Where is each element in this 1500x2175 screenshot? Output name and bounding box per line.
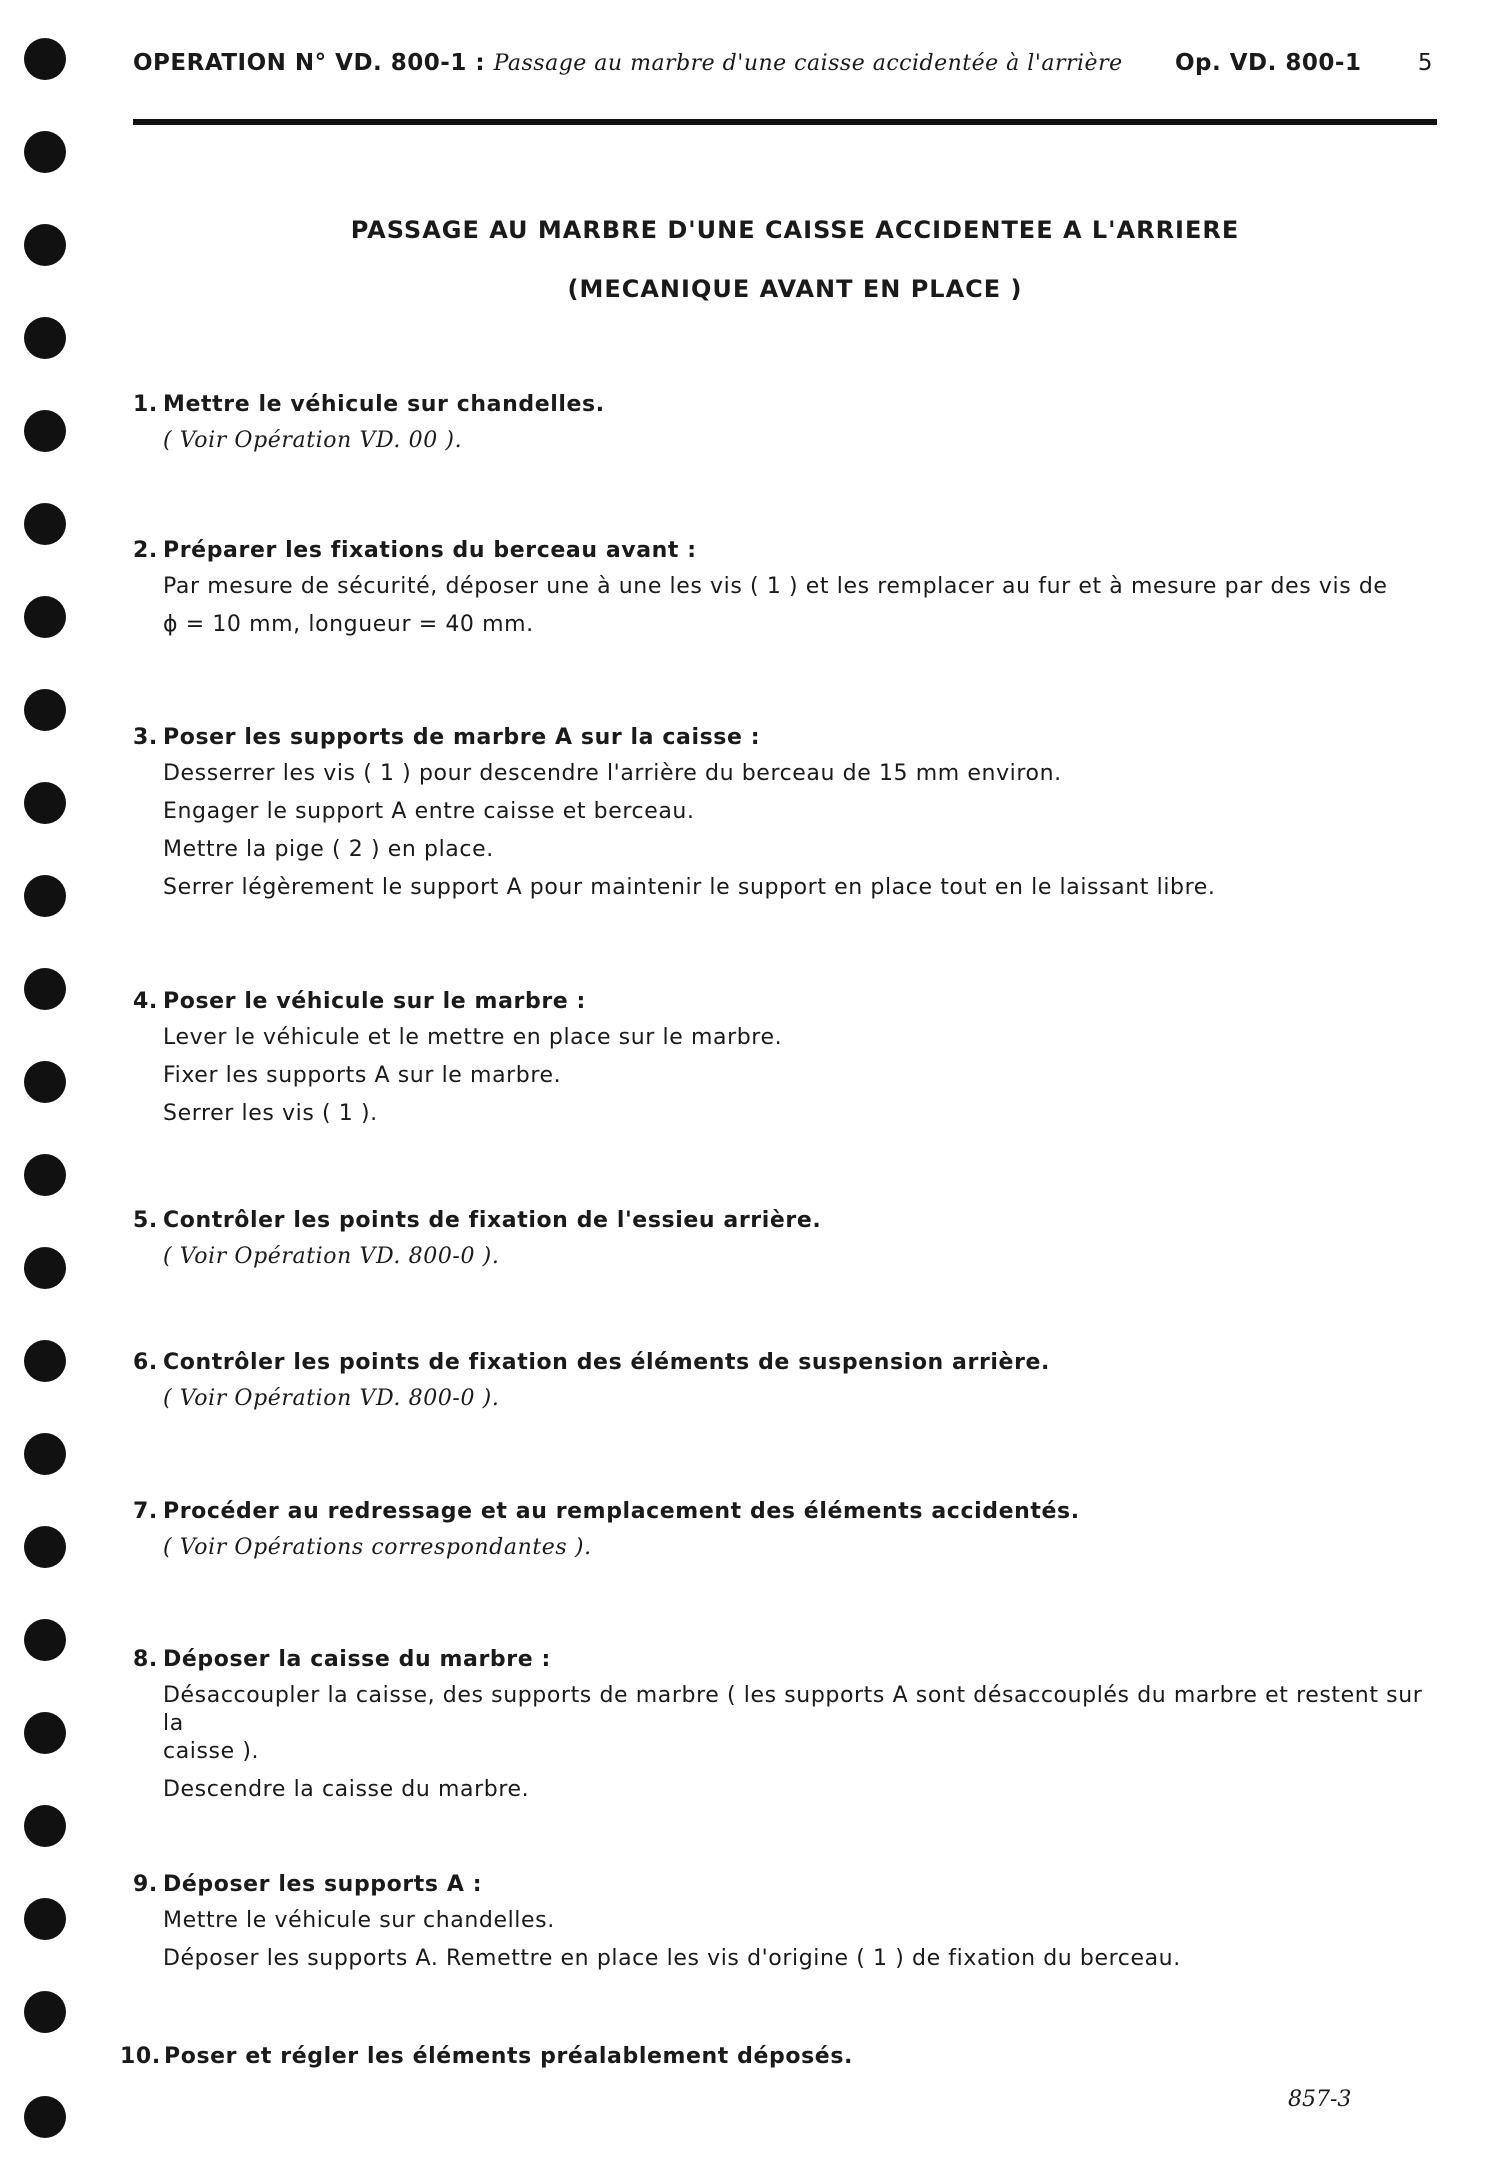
step-reference: ( Voir Opération VD. 00 ). <box>163 428 463 453</box>
step-3 <box>133 725 1433 902</box>
page-subtitle: (MECANIQUE AVANT EN PLACE ) <box>567 275 1023 303</box>
operation-number: OPERATION N° VD. 800-1 : <box>133 50 486 76</box>
binder-hole <box>24 1898 66 1940</box>
step-heading: Mettre le véhicule sur chandelles. <box>163 392 605 417</box>
footer-code: 857-3 <box>1288 2087 1352 2112</box>
step-number: 7. <box>133 1499 158 1524</box>
binder-holes <box>24 0 68 2175</box>
binder-hole <box>24 2096 66 2138</box>
binder-hole <box>24 782 66 824</box>
step-8 <box>133 1647 1433 1804</box>
step-4 <box>133 989 1433 1128</box>
step-number: 3. <box>133 725 158 750</box>
binder-hole <box>24 1061 66 1103</box>
binder-hole <box>24 689 66 731</box>
step-number: 4. <box>133 989 158 1014</box>
step-line: Serrer légèrement le support A pour maintenir le support en place tout en le laissant libre. <box>163 875 1216 900</box>
binder-hole <box>24 1805 66 1847</box>
step-line: Mettre le véhicule sur chandelles. <box>163 1908 555 1933</box>
binder-hole <box>24 131 66 173</box>
step-number: 2. <box>133 538 158 563</box>
binder-hole <box>24 1619 66 1661</box>
step-reference: ( Voir Opérations correspondantes ). <box>163 1535 592 1560</box>
step-line: Fixer les supports A sur le marbre. <box>163 1063 562 1088</box>
binder-hole <box>24 596 66 638</box>
step-heading: Déposer les supports A : <box>163 1872 483 1897</box>
step-reference: ( Voir Opération VD. 800-0 ). <box>163 1244 500 1269</box>
binder-hole <box>24 1433 66 1475</box>
step-10 <box>120 2044 1420 2069</box>
step-number: 9. <box>133 1872 158 1897</box>
operation-subtitle: Passage au marbre d'une caisse accidentée à l'arrière <box>493 51 1123 76</box>
step-heading: Contrôler les points de fixation de l'essieu arrière. <box>163 1208 822 1233</box>
binder-hole <box>24 1526 66 1568</box>
binder-hole <box>24 503 66 545</box>
step-heading: Poser et régler les éléments préalablement déposés. <box>164 2044 853 2069</box>
binder-hole <box>24 317 66 359</box>
step-heading: Poser le véhicule sur le marbre : <box>163 989 586 1014</box>
step-line: ϕ = 10 mm, longueur = 40 mm. <box>163 612 534 637</box>
binder-hole <box>24 875 66 917</box>
step-heading: Procéder au redressage et au remplacement des éléments accidentés. <box>163 1499 1080 1524</box>
step-line: Desserrer les vis ( 1 ) pour descendre l'arrière du berceau de 15 mm environ. <box>163 761 1062 786</box>
binder-hole <box>24 1154 66 1196</box>
page-header <box>133 46 1443 86</box>
step-heading: Contrôler les points de fixation des éléments de suspension arrière. <box>163 1350 1050 1375</box>
step-heading: Déposer la caisse du marbre : <box>163 1647 551 1672</box>
step-number: 6. <box>133 1350 158 1375</box>
binder-hole <box>24 1991 66 2033</box>
step-line: Descendre la caisse du marbre. <box>163 1777 530 1802</box>
step-line: Mettre la pige ( 2 ) en place. <box>163 837 494 862</box>
step-line: caisse ). <box>163 1739 260 1764</box>
binder-hole <box>24 968 66 1010</box>
header-rule <box>133 119 1437 125</box>
operation-title <box>133 50 1123 76</box>
step-1 <box>133 392 1433 455</box>
step-9 <box>133 1872 1433 1973</box>
step-line: Lever le véhicule et le mettre en place sur le marbre. <box>163 1025 783 1050</box>
step-line: Serrer les vis ( 1 ). <box>163 1101 378 1126</box>
binder-hole <box>24 1247 66 1289</box>
step-2 <box>133 538 1433 639</box>
step-heading: Préparer les fixations du berceau avant : <box>163 538 697 563</box>
step-line: Engager le support A entre caisse et berceau. <box>163 799 695 824</box>
step-number: 5. <box>133 1208 158 1233</box>
binder-hole <box>24 1712 66 1754</box>
page-title: PASSAGE AU MARBRE D'UNE CAISSE ACCIDENTEE A L'ARRIERE <box>350 216 1240 244</box>
step-line: Par mesure de sécurité, déposer une à une les vis ( 1 ) et les remplacer au fur et à mesure par des vis de <box>163 574 1388 599</box>
step-number: 8. <box>133 1647 158 1672</box>
step-number: 1. <box>133 392 158 417</box>
step-5 <box>133 1208 1433 1271</box>
step-heading: Poser les supports de marbre A sur la caisse : <box>163 725 761 750</box>
step-reference: ( Voir Opération VD. 800-0 ). <box>163 1386 500 1411</box>
step-6 <box>133 1350 1433 1413</box>
binder-hole <box>24 1340 66 1382</box>
page-number: 5 <box>1417 50 1433 76</box>
operation-reference: Op. VD. 800-1 <box>1175 50 1362 76</box>
binder-hole <box>24 38 66 80</box>
step-7 <box>133 1499 1433 1562</box>
step-line: Désaccoupler la caisse, des supports de marbre ( les supports A sont désaccouplés du marbre et restent sur la <box>163 1683 1423 1736</box>
step-line: Déposer les supports A. Remettre en place les vis d'origine ( 1 ) de fixation du berceau. <box>163 1946 1181 1971</box>
binder-hole <box>24 410 66 452</box>
step-number: 10. <box>120 2044 161 2069</box>
